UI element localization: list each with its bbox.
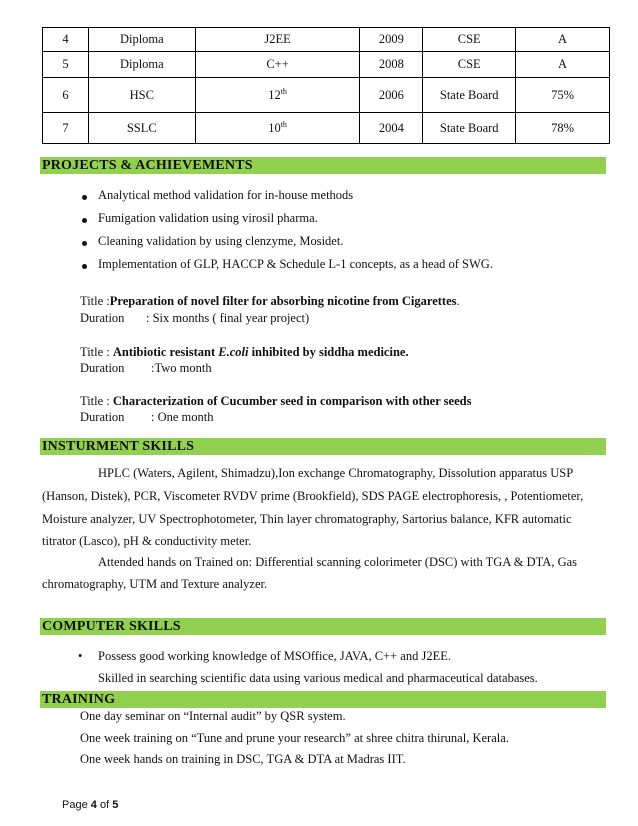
table-cell: Diploma	[88, 28, 195, 52]
duration-label: Duration	[80, 410, 125, 424]
project-duration: : One month	[151, 410, 214, 424]
project-title-part: inhibited by siddha medicine.	[248, 345, 409, 359]
project-duration: :Two month	[151, 361, 212, 375]
ordinal-suffix: th	[280, 86, 287, 96]
table-cell: A	[516, 52, 610, 78]
table-cell: 7	[43, 113, 89, 144]
table-row	[43, 78, 610, 113]
project-title-line	[80, 394, 471, 409]
project-title: Characterization of Cucumber seed in comparison with other seeds	[112, 394, 472, 408]
title-tail: .	[456, 294, 460, 308]
instrument-text-line: chromatography, UTM and Texture analyzer.	[42, 577, 268, 591]
total-pages: 5	[112, 799, 119, 811]
table-cell: 2006	[360, 78, 423, 113]
duration-label: Duration	[80, 361, 125, 375]
table-cell	[195, 78, 360, 113]
title-label: Title	[80, 294, 104, 308]
section-heading-training: TRAINING	[40, 691, 606, 708]
section-heading-instrument: INSTURMENT SKILLS	[40, 438, 606, 455]
table-cell: 5	[43, 52, 89, 78]
bullet-icon	[82, 241, 87, 246]
title-separator: :	[103, 394, 113, 408]
project-bullet: Implementation of GLP, HACCP & Schedule L-1 concepts, as a head of SWG.	[98, 257, 493, 271]
duration-label: Duration	[80, 311, 125, 325]
page-label: Page	[62, 799, 88, 811]
table-cell: CSE	[423, 52, 516, 78]
title-label: Title	[80, 394, 104, 408]
table-cell: State Board	[423, 78, 516, 113]
section-heading-computer: COMPUTER SKILLS	[40, 618, 606, 635]
instrument-text-line: titrator (Lasco), pH & conductivity meter.	[42, 534, 252, 548]
computer-skill-line: Skilled in searching scientific data using various medical and pharmaceutical databases.	[98, 671, 538, 685]
project-title-line	[80, 294, 460, 309]
project-bullet: Cleaning validation by using clenzyme, Mosidet.	[98, 234, 344, 248]
table-cell: SSLC	[88, 113, 195, 144]
project-title: Preparation of novel filter for absorbing nicotine from Cigarettes	[109, 294, 457, 308]
organism-name: E.coli	[218, 345, 249, 359]
bullet-icon	[82, 264, 87, 269]
bullet-icon	[82, 218, 87, 223]
grade-number: 12	[268, 87, 281, 102]
training-line: One day seminar on “Internal audit” by QSR system.	[80, 709, 346, 723]
title-separator: :	[103, 345, 113, 359]
project-duration: : Six months ( final year project)	[146, 311, 310, 325]
project-title-part: Antibiotic resistant	[112, 345, 219, 359]
table-cell: 2004	[360, 113, 423, 144]
table-cell: 78%	[516, 113, 610, 144]
instrument-text-line: HPLC (Waters, Agilent, Shimadzu),Ion exchange Chromatography, Dissolution apparatus USP	[98, 466, 574, 480]
project-bullet: Analytical method validation for in-house methods	[98, 188, 354, 202]
table-cell: J2EE	[195, 28, 360, 52]
instrument-text-line: Attended hands on Trained on: Differential scanning colorimeter (DSC) with TGA & DTA, Gas	[98, 555, 578, 569]
project-title-line	[80, 345, 409, 360]
bullet-icon: •	[78, 649, 83, 663]
training-line: One week hands on training in DSC, TGA & DTA at Madras IIT.	[80, 752, 406, 766]
current-page: 4	[90, 799, 97, 811]
table-cell: 2009	[360, 28, 423, 52]
title-label: Title	[80, 345, 104, 359]
table-cell: 2008	[360, 52, 423, 78]
table-cell: C++	[195, 52, 360, 78]
table-row	[43, 52, 610, 78]
table-cell: A	[516, 28, 610, 52]
title-separator: :	[103, 294, 110, 308]
instrument-text-line: Moisture analyzer, UV Spectrophotometer, Thin layer chromatography, Sartorius balance, KFR automatic	[42, 512, 572, 526]
table-row	[43, 28, 610, 52]
training-line: One week training on “Tune and prune your research” at shree chitra thirunal, Kerala.	[80, 731, 509, 745]
table-cell: State Board	[423, 113, 516, 144]
table-cell: 4	[43, 28, 89, 52]
table-row	[43, 113, 610, 144]
bullet-icon	[82, 195, 87, 200]
ordinal-suffix: th	[280, 119, 287, 129]
table-cell: 6	[43, 78, 89, 113]
table-cell: CSE	[423, 28, 516, 52]
computer-skill-line: Possess good working knowledge of MSOffice, JAVA, C++ and J2EE.	[98, 649, 451, 663]
instrument-text-line: (Hanson, Distek), PCR, Viscometer RVDV prime (Brookfield), SDS PAGE electrophoresis, , Potentiometer,	[42, 489, 584, 503]
page-number	[62, 799, 118, 811]
section-heading-projects: PROJECTS & ACHIEVEMENTS	[40, 157, 606, 174]
education-table	[42, 27, 610, 144]
table-cell	[195, 113, 360, 144]
grade-number: 10	[268, 120, 281, 135]
table-cell: 75%	[516, 78, 610, 113]
project-bullet: Fumigation validation using virosil pharma.	[98, 211, 318, 225]
page-of: of	[99, 799, 110, 811]
table-cell: HSC	[88, 78, 195, 113]
table-cell: Diploma	[88, 52, 195, 78]
